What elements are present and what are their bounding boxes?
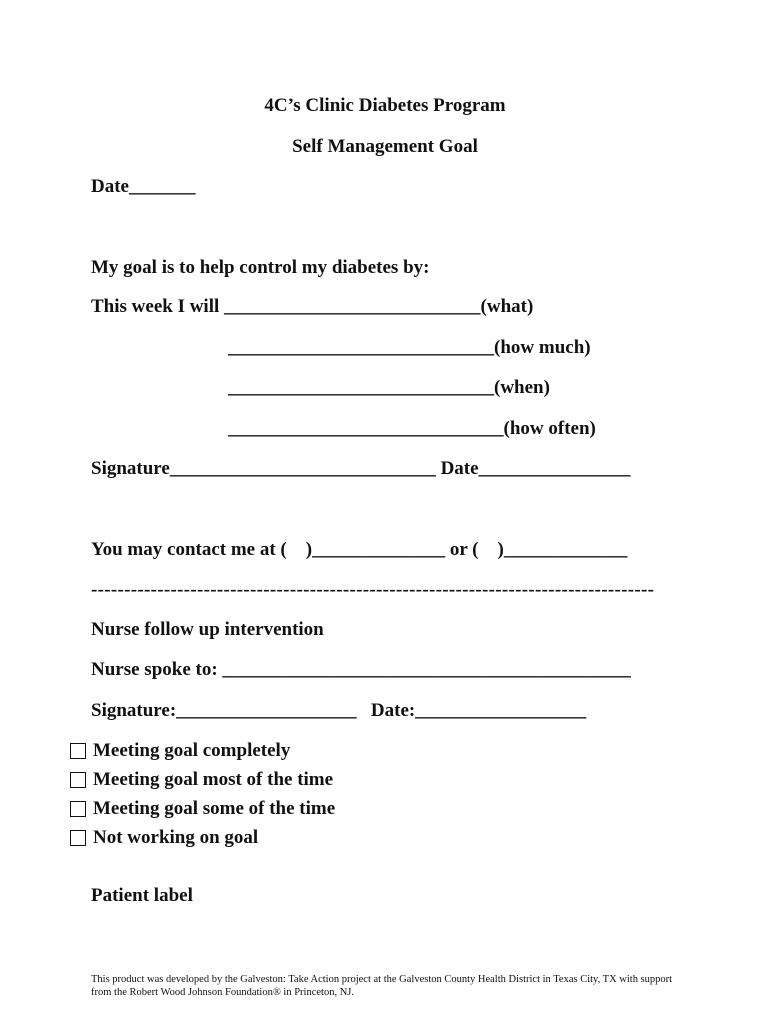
checkbox-row-some[interactable]: [70, 798, 335, 820]
nurse-heading: Nurse follow up intervention: [91, 619, 324, 640]
checkbox-row-most[interactable]: [70, 769, 333, 791]
checkbox-row-not-working[interactable]: [70, 827, 258, 849]
checkbox-label: Meeting goal some of the time: [93, 798, 336, 819]
checkbox[interactable]: [70, 801, 86, 817]
section-divider: -------------------------------------------------------------------------------------: [91, 579, 655, 600]
checkbox[interactable]: [70, 830, 86, 846]
checkbox-row-completely[interactable]: [70, 740, 290, 762]
nurse-spoke-to-field[interactable]: Nurse spoke to: ___________________________________________: [91, 659, 631, 680]
contact-phone-field[interactable]: You may contact me at ( )______________ or ( )_____________: [91, 539, 628, 560]
goal-when-field[interactable]: ____________________________(when): [228, 377, 550, 398]
checkbox-label: Meeting goal completely: [93, 740, 291, 761]
goal-how-much-field[interactable]: ____________________________(how much): [228, 337, 591, 358]
checkbox[interactable]: [70, 772, 86, 788]
goal-how-often-field[interactable]: _____________________________(how often): [228, 418, 596, 439]
checkbox-label: Meeting goal most of the time: [93, 769, 334, 790]
patient-signature-field[interactable]: Signature____________________________ Date________________: [91, 458, 631, 479]
document-subtitle: Self Management Goal: [292, 136, 478, 157]
checkbox-label: Not working on goal: [93, 827, 259, 848]
checkbox[interactable]: [70, 743, 86, 759]
goal-what-field[interactable]: This week I will ___________________________(what): [91, 296, 534, 317]
patient-label: Patient label: [91, 885, 193, 906]
document-title: 4C’s Clinic Diabetes Program: [264, 95, 506, 116]
footer-note: This product was developed by the Galveston: Take Action project at the Galveston County Health District in Texas City, TX with support from the Robert Wood Johnson Foundation® in Princeton, NJ.: [91, 974, 673, 998]
goal-intro: My goal is to help control my diabetes by:: [91, 257, 430, 278]
nurse-signature-date-field[interactable]: Signature:___________________ Date:__________________: [91, 700, 587, 721]
date-field[interactable]: Date_______: [91, 176, 196, 197]
